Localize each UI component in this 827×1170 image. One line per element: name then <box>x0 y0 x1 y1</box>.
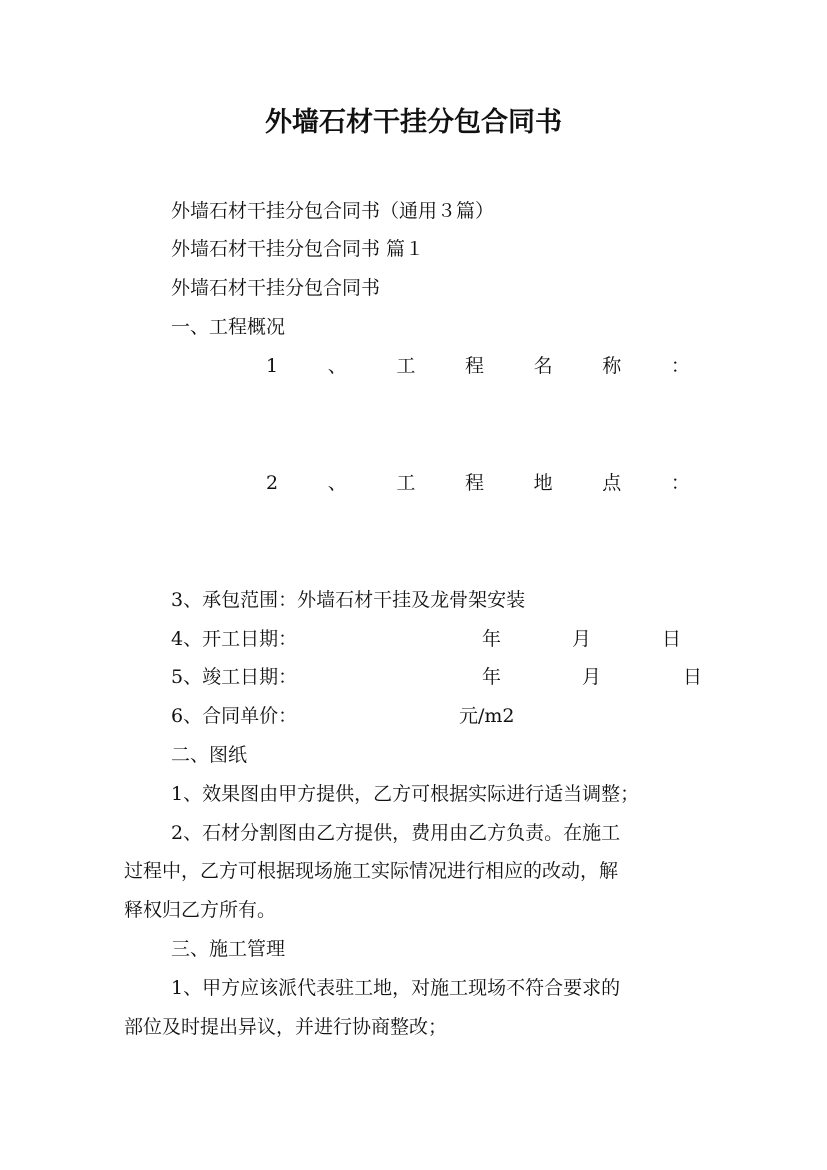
project-name-char: 程 <box>465 355 485 377</box>
end-year: 年 <box>482 666 502 688</box>
project-name-char: 工 <box>396 355 416 377</box>
project-place-char: 工 <box>396 472 416 494</box>
project-name-char: 名 <box>533 355 553 377</box>
project-place-row <box>266 470 690 496</box>
drawing-item-1: 1、效果图由甲方提供，乙方可根据实际进行适当调整； <box>171 783 640 805</box>
end-month: 月 <box>582 666 602 688</box>
start-year: 年 <box>482 628 502 650</box>
drawing-item-2-line-3: 释权归乙方所有。 <box>124 899 277 921</box>
scope-line: 3、承包范围：外墙石材干挂及龙骨架安装 <box>171 589 526 611</box>
start-day: 日 <box>662 628 682 650</box>
heading-line-3: 外墙石材干挂分包合同书 <box>171 277 381 299</box>
project-name-char: ： <box>670 355 690 377</box>
heading-line-2: 外墙石材干挂分包合同书 篇１ <box>171 238 425 260</box>
start-date-label: 4、开工日期： <box>171 628 298 650</box>
project-place-char: 、 <box>327 472 347 494</box>
management-item-1-line-2: 部位及时提出异议，并进行协商整改； <box>124 1016 448 1038</box>
project-name-row <box>266 353 690 379</box>
end-day: 日 <box>683 666 703 688</box>
project-place-char: ： <box>670 472 690 494</box>
project-place-char: 地 <box>533 472 553 494</box>
section-2-heading: 二、图纸 <box>171 744 248 766</box>
project-place-char: 2 <box>266 472 279 494</box>
drawing-item-2-line-1: 2、石材分割图由乙方提供，费用由乙方负责。在施工 <box>171 822 621 844</box>
start-month: 月 <box>572 628 592 650</box>
heading-line-1: 外墙石材干挂分包合同书（通用３篇） <box>171 200 495 222</box>
end-date-label: 5、竣工日期： <box>171 666 298 688</box>
project-name-char: 1 <box>266 355 279 377</box>
project-place-char: 程 <box>465 472 485 494</box>
unit-price-label: 6、合同单价： <box>171 705 298 727</box>
section-1-heading: 一、工程概况 <box>171 316 286 338</box>
section-3-heading: 三、施工管理 <box>171 938 286 960</box>
project-place-char: 点 <box>602 472 622 494</box>
drawing-item-2-line-2: 过程中，乙方可根据现场施工实际情况进行相应的改动，解 <box>124 860 619 882</box>
document-title: 外墙石材干挂分包合同书 <box>265 107 562 138</box>
project-name-char: 、 <box>327 355 347 377</box>
management-item-1-line-1: 1、甲方应该派代表驻工地，对施工现场不符合要求的 <box>171 977 621 999</box>
project-name-char: 称 <box>602 355 622 377</box>
unit-price-unit: 元/m2 <box>459 705 515 727</box>
